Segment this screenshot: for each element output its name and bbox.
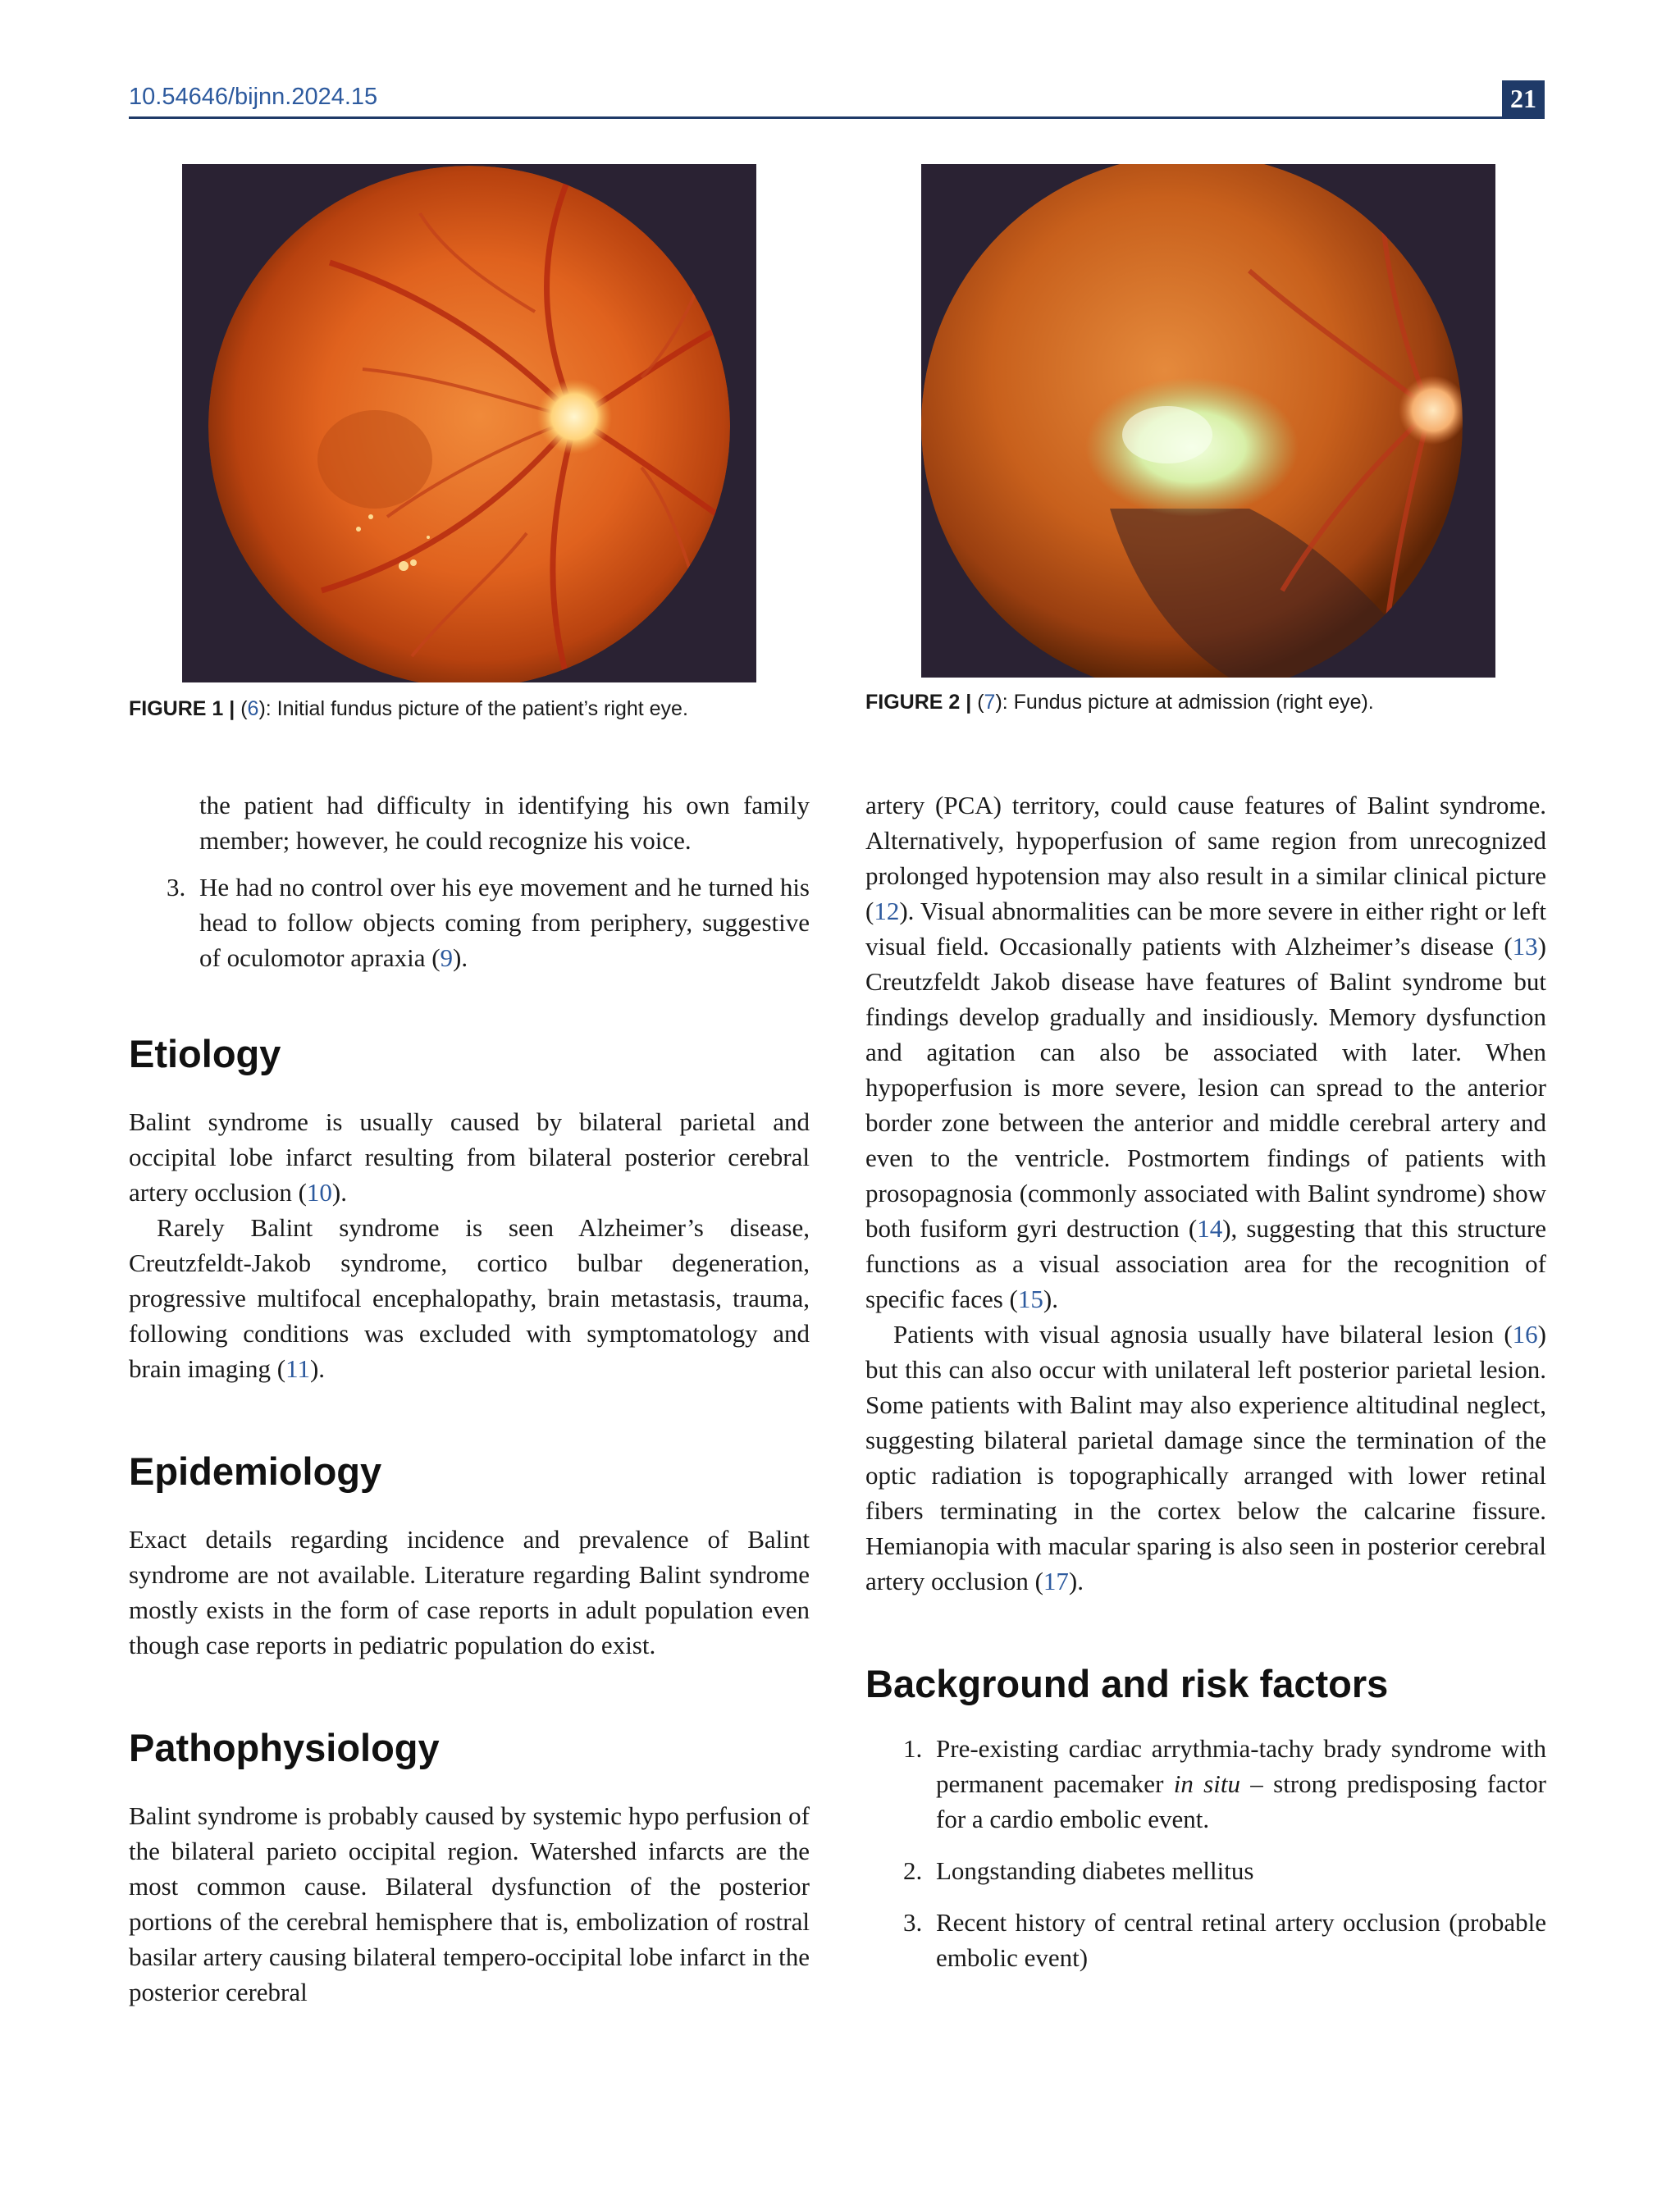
list-item-text: Recent history of central retinal artery occlusion (probable embolic event) [936,1908,1546,1972]
list-item-text: – strong predisposing factor for a cardio embolic event. [936,1769,1547,1833]
paragraph-text: ) but this can also occur with unilateral left posterior parietal lesion. Some patients with Balint may also experience altitudinal neglect, suggesting bilateral parietal damage since the termination of the optic radiation is topographically arranged with lower retinal fibers terminating in the cortex below the calcarine fissure. Hemianopia with macular sparing is also seen in posterior cerebral artery occlusion ( [865,1320,1546,1595]
list-item [865,1853,1546,1888]
etiology-paragraph [129,1210,810,1386]
list-number: 1. [903,1734,923,1763]
right-column [865,787,1546,1975]
citation-link[interactable]: 16 [1512,1320,1538,1349]
paragraph-text: ), suggesting that this structure functions as a visual association area for the recognition of specific faces ( [865,1214,1546,1313]
pathophysiology-paragraph: Balint syndrome is probably caused by systemic hypo perfusion of the bilateral parieto occipital region. Watershed infarcts are the most common cause. Bilateral dysfunction of the posterior portions of the cerebral hemisphere that is, embolization of rostral basilar artery causing bilateral tempero-occipital lobe infarct in the posterior cerebral [129,1801,810,2006]
left-column [129,787,810,2010]
paragraph-text: Patients with visual agnosia usually have bilateral lesion ( [893,1320,1513,1349]
citation-link[interactable]: 9 [440,943,454,972]
figure-1-fundus-image [182,164,756,682]
figure-2-label: FIGURE 2 | [865,691,972,714]
citation-link[interactable]: 13 [1512,932,1538,961]
paragraph-text: ). [1043,1285,1058,1313]
figure-1-ref[interactable]: 6 [247,697,259,720]
citation-link[interactable]: 15 [1017,1285,1043,1313]
list-number: 2. [903,1856,923,1885]
epidemiology-paragraph: Exact details regarding incidence and prevalence of Balint syndrome are not available. Literature regarding Balint syndrome mostly exists in the form of case reports in adult population even though case reports in pediatric population do exist. [129,1525,810,1659]
etiology-p1-text: Balint syndrome is usually caused by bilateral parietal and occipital lobe infarct resulting from bilateral posterior cerebral artery occlusion ( [129,1107,810,1207]
figure-1-caption-text: : Initial fundus picture of the patient’s right eye. [265,697,688,720]
list-item [865,1905,1546,1975]
paragraph-text: artery (PCA) territory, could cause features of Balint syndrome. Alternatively, hypoperfusion of same region from unrecognized prolonged hypotension may also result in a similar clinical picture ( [865,791,1546,925]
list-item-text: He had no control over his eye movement and he turned his head to follow objects coming from periphery, suggestive of oculomotor apraxia ( [199,873,810,972]
page-number: 21 [1502,80,1545,116]
doi: 10.54646/bijnn.2024.15 [129,84,378,110]
citation-link[interactable]: 12 [874,897,900,925]
citation-link[interactable]: 17 [1043,1567,1069,1595]
list-item [129,870,810,975]
citation-link[interactable]: 14 [1197,1214,1223,1243]
etiology-paragraph [129,1104,810,1210]
list-item-text: Longstanding diabetes mellitus [936,1856,1254,1885]
list-item [865,1731,1546,1837]
list-item-tail: ). [453,943,468,972]
figure-2-fundus-image [921,164,1495,678]
list-item-text: Pre-existing cardiac arrythmia-tachy brady syndrome with permanent pacemaker [936,1734,1546,1798]
citation-link[interactable]: 10 [306,1178,332,1207]
list-item-continuation [129,787,810,858]
list-continuation-text: the patient had difficulty in identifying his own family member; however, he could recognize his voice. [199,791,810,855]
paragraph-text: ). Visual abnormalities can be more severe in either right or left visual field. Occasionally patients with Alzheimer’s disease ( [865,897,1546,961]
body-paragraph [865,787,1546,1317]
etiology-p1-tail: ). [331,1178,347,1207]
section-heading-etiology: Etiology [129,1032,281,1075]
list-item-italic: in situ [1173,1769,1240,1798]
paragraph-text: ). [1068,1567,1084,1595]
figure-2-caption-text: : Fundus picture at admission (right eye). [1002,691,1374,714]
etiology-p2-tail: ). [309,1354,326,1383]
risk-factor-list [865,1731,1546,1975]
section-heading-epidemiology: Epidemiology [129,1449,382,1493]
list-number: 3. [903,1908,923,1937]
figure-2-ref[interactable]: 7 [984,691,996,714]
figure-2-caption: FIGURE 2 | (7): Fundus picture at admission (right eye). [865,691,1374,714]
figure-1-caption: FIGURE 1 | (6): Initial fundus picture of the patient’s right eye. [129,697,688,720]
etiology-p2-text: Rarely Balint syndrome is seen Alzheimer’s disease, Creutzfeldt-Jakob syndrome, cortico bulbar degeneration, progressive multifocal encephalopathy, brain metastasis, trauma, following conditions was excluded with symptomatology and brain imaging ( [129,1213,810,1383]
list-number: 3. [167,873,186,901]
paragraph-text: ) Creutzfeldt Jakob disease have features of Balint syndrome but findings develop gradually and insidiously. Memory dysfunction and agitation can also be associated with later. When hypoperfusion is more severe, lesion can spread to the anterior border zone between the anterior and middle cerebral artery and even to the ventricle. Postmortem findings of patients with prosopagnosia (commonly associated with Balint syndrome) show both fusiform gyri destruction ( [865,932,1546,1243]
page-header [129,80,1545,119]
section-heading-pathophysiology: Pathophysiology [129,1726,440,1769]
body-paragraph [865,1317,1546,1599]
citation-link[interactable]: 11 [285,1354,310,1383]
section-heading-background: Background and risk factors [865,1662,1389,1705]
symptom-list [129,870,810,975]
figure-1-label: FIGURE 1 | [129,697,235,720]
